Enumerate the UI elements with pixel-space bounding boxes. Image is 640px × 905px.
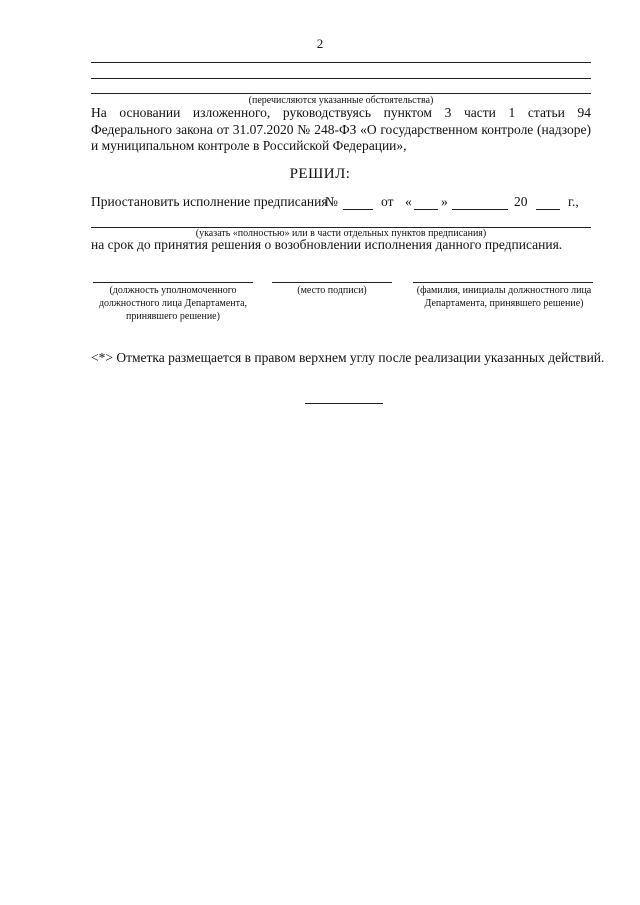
close-quote: » [441,194,448,209]
footnote: <*> Отметка размещается в правом верхнем углу после реализации указанных действий. [91,350,605,365]
blank-line-3 [91,93,591,94]
blank-line-1 [91,62,591,63]
month-blank [452,209,508,210]
name-caption: (фамилия, инициалы должностного лица Департамента, принявшего решение) [416,285,592,309]
day-blank [414,209,438,210]
number-blank [343,209,373,210]
year-suffix: г., [568,194,579,209]
suspend-line [91,194,591,212]
term-text: на срок до принятия решения о возобновлении исполнения данного предписания. [91,237,563,252]
signature-line [272,282,392,283]
basis-paragraph: На основании изложенного, руководствуясь пунктом 3 части 1 статьи 94 Федерального закона от 31.07.2020 № 248-ФЗ «О государственном контроле (надзоре) и муниципальном контроле в Российской Федерации», [91,105,591,153]
year-prefix: 20 [514,194,528,209]
circumstances-caption: (перечисляются указанные обстоятельства) [248,95,434,106]
open-quote: « [405,194,412,209]
suspend-lead: Приостановить исполнение предписания [91,194,328,209]
signature-place-caption: (место подписи) [297,285,367,296]
position-caption: (должность уполномоченного должностного лица Департамента, принявшего решение) [98,285,248,322]
number-sign: № [325,194,338,209]
page-number: 2 [316,36,324,51]
position-line [93,282,253,283]
end-divider [305,403,383,404]
blank-line-2 [91,78,591,79]
decision-title: РЕШИЛ: [289,166,351,182]
specify-caption: (указать «полностью» или в части отдельных пунктов предписания) [195,228,487,239]
year-blank [536,209,560,210]
name-line [413,282,593,283]
from-label: от [381,194,394,209]
